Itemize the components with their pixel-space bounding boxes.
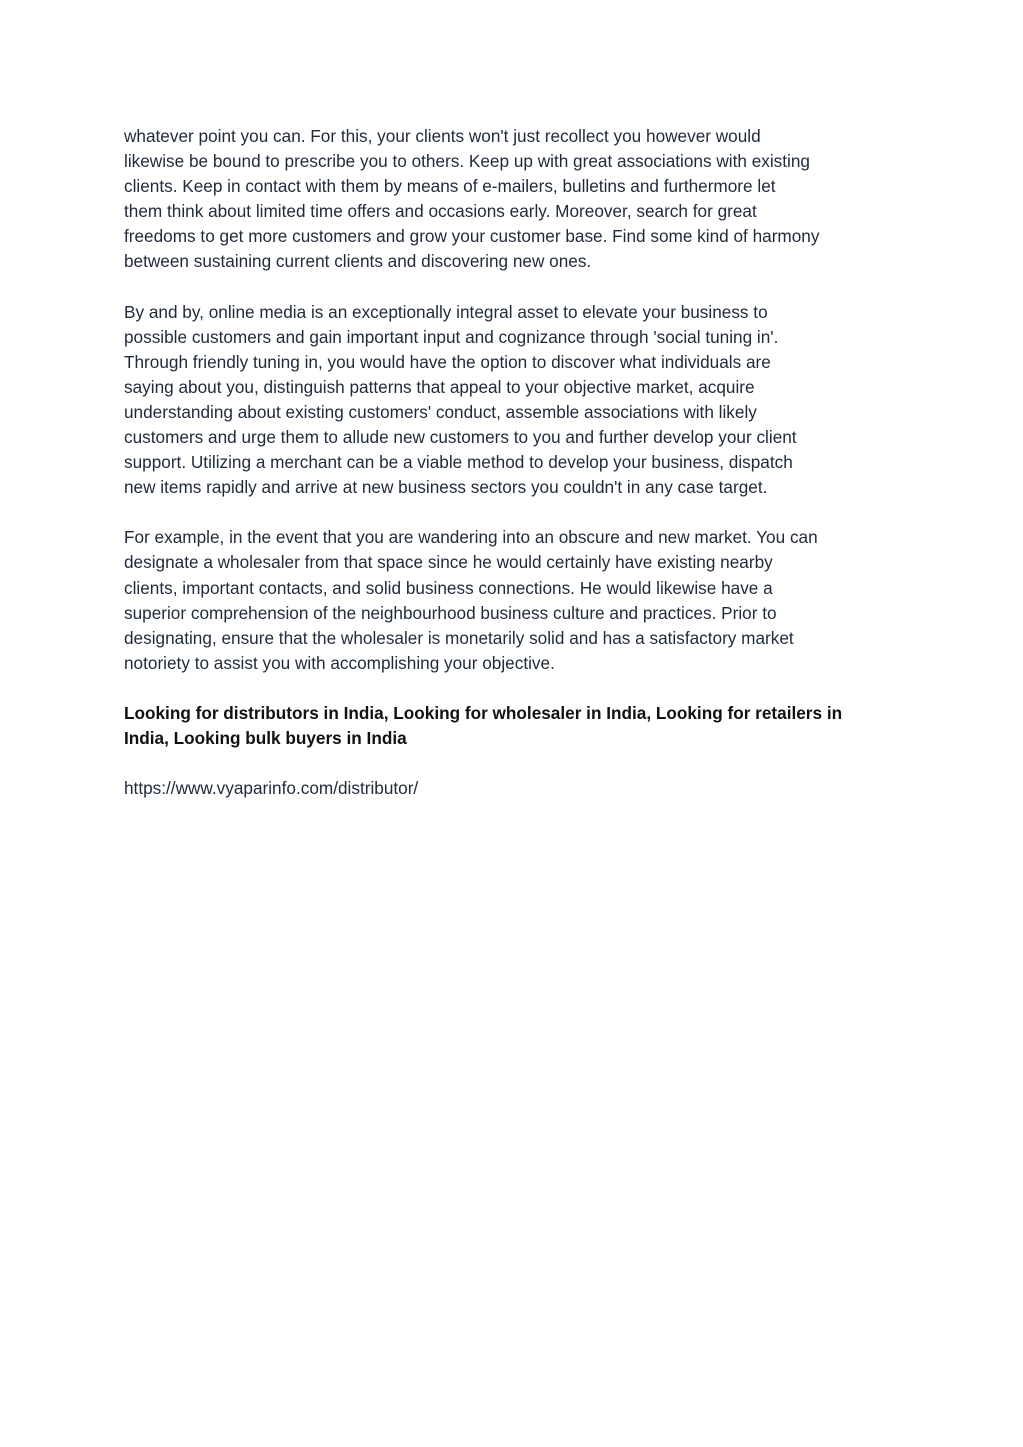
- paragraph-line: For example, in the event that you are wandering into an obscure and new market. You can: [124, 527, 818, 548]
- paragraph-line: designate a wholesaler from that space since he would certainly have existing nearby: [124, 552, 773, 573]
- document-page: [124, 124, 900, 826]
- paragraph-line: clients. Keep in contact with them by means of e-mailers, bulletins and furthermore let: [124, 176, 776, 197]
- paragraph-line: designating, ensure that the wholesaler is monetarily solid and has a satisfactory market: [124, 627, 794, 648]
- paragraph-line: freedoms to get more customers and grow your customer base. Find some kind of harmony: [124, 226, 820, 247]
- paragraph-online-media: [124, 300, 900, 501]
- heading-line: India, Looking bulk buyers in India: [124, 727, 407, 748]
- paragraph-line: Through friendly tuning in, you would have the option to discover what individuals are: [124, 351, 771, 372]
- paragraph-new-market: [124, 525, 900, 676]
- paragraph-line: whatever point you can. For this, your clients won't just recollect you however would: [124, 126, 761, 146]
- paragraph-line: understanding about existing customers' conduct, assemble associations with likely: [124, 401, 757, 422]
- paragraph-client-retention: [124, 124, 900, 275]
- heading-line: Looking for distributors in India, Looking for wholesaler in India, Looking for retailers in: [124, 702, 843, 723]
- paragraph-line: saying about you, distinguish patterns that appeal to your objective market, acquire: [124, 376, 755, 397]
- paragraph-line: superior comprehension of the neighbourhood business culture and practices. Prior to: [124, 602, 777, 623]
- paragraph-line: notoriety to assist you with accomplishing your objective.: [124, 652, 555, 673]
- paragraph-line: support. Utilizing a merchant can be a viable method to develop your business, dispatch: [124, 452, 793, 473]
- paragraph-line: new items rapidly and arrive at new business sectors you couldn't in any case target.: [124, 477, 768, 498]
- paragraph-line: By and by, online media is an exceptionally integral asset to elevate your business to: [124, 301, 768, 322]
- paragraph-line: possible customers and gain important input and cognizance through 'social tuning in'.: [124, 326, 779, 347]
- paragraph-line: clients, important contacts, and solid business connections. He would likewise have a: [124, 577, 773, 598]
- paragraph-line: likewise be bound to prescribe you to others. Keep up with great associations with existing: [124, 151, 810, 172]
- paragraph-line: between sustaining current clients and discovering new ones.: [124, 251, 592, 272]
- paragraph-line: them think about limited time offers and occasions early. Moreover, search for great: [124, 201, 757, 222]
- paragraph-line: customers and urge them to allude new customers to you and further develop your client: [124, 427, 797, 448]
- bold-heading: [124, 701, 900, 751]
- distributor-link[interactable]: https://www.vyaparinfo.com/distributor/: [124, 778, 419, 799]
- link-paragraph: [124, 776, 900, 801]
